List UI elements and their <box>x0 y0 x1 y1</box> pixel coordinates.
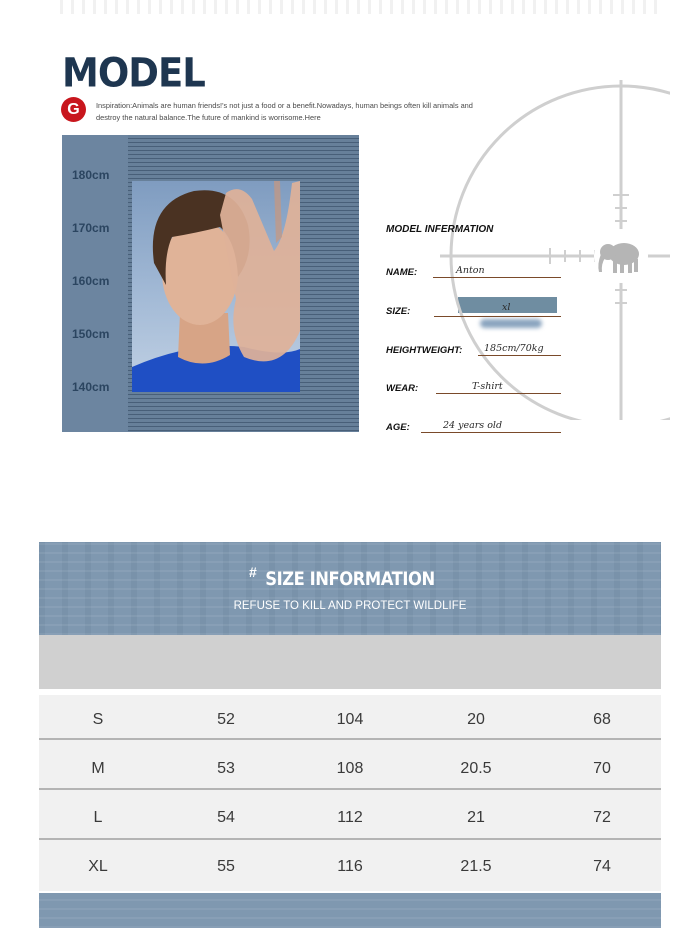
table-cell: 55 <box>217 858 235 875</box>
size-table-header <box>39 635 661 689</box>
info-row-heightweight <box>386 340 566 356</box>
table-cell: 20.5 <box>460 760 492 777</box>
height-label: 150cm <box>72 327 110 341</box>
inspiration-text: Inspiration:Animals are human friends!'s not just a food or a benefit.Nowadays, human beings often kill animals and destroy the natural balance.The future of mankind is worrisome.Here <box>96 101 473 122</box>
info-value: 24 years old <box>443 420 503 431</box>
info-underline <box>478 355 561 356</box>
row-divider <box>39 788 661 790</box>
info-row-wear <box>386 378 566 394</box>
table-cell: 108 <box>336 760 364 777</box>
size-subtitle: REFUSE TO KILL AND PROTECT WILDLIFE <box>233 600 467 612</box>
table-cell: 52 <box>217 711 235 728</box>
table-cell: 53 <box>217 760 235 777</box>
brand-logo: G <box>61 97 86 122</box>
info-row-name <box>386 262 566 278</box>
table-cell: 72 <box>593 809 611 826</box>
info-value: xl <box>502 302 511 313</box>
info-row-age <box>386 417 566 433</box>
size-cell: L <box>93 809 103 826</box>
table-cell: 21.5 <box>460 858 492 875</box>
table-cell: 20 <box>467 711 485 728</box>
table-row <box>39 793 661 842</box>
table-cell: 104 <box>336 711 364 728</box>
info-value: Anton <box>456 265 485 276</box>
size-title: SIZE INFORMATION <box>265 568 435 590</box>
info-underline <box>421 432 561 433</box>
size-cell: XL <box>88 858 108 875</box>
info-underline <box>434 316 561 317</box>
row-divider <box>39 838 661 840</box>
info-label: AGE: <box>386 422 410 433</box>
info-row-size <box>386 301 566 317</box>
height-label: 180cm <box>72 168 110 182</box>
info-label: HEIGHTWEIGHT: <box>386 345 463 356</box>
table-cell: 112 <box>337 809 363 826</box>
page-title: MODEL <box>62 50 205 97</box>
table-row <box>39 744 661 793</box>
table-cell: 116 <box>337 858 363 875</box>
size-cell: S <box>92 711 104 728</box>
table-cell: 54 <box>217 809 235 826</box>
row-divider <box>39 738 661 740</box>
info-label: NAME: <box>386 267 418 278</box>
info-underline <box>436 393 561 394</box>
table-row <box>39 842 661 891</box>
info-underline <box>433 277 561 278</box>
size-footer-banner <box>39 893 661 928</box>
table-cell: 70 <box>593 760 611 777</box>
info-value: T-shirt <box>472 381 503 392</box>
info-label: SIZE: <box>386 306 411 317</box>
height-ruler <box>62 135 128 432</box>
info-value: 185cm/70kg <box>484 343 544 354</box>
height-chart <box>62 135 359 432</box>
table-cell: 74 <box>593 858 611 875</box>
model-photo <box>132 181 300 392</box>
table-row <box>39 695 661 744</box>
table-cell: 68 <box>593 711 611 728</box>
hash-icon: # <box>249 564 257 580</box>
height-label: 170cm <box>72 221 110 235</box>
size-header-banner <box>39 542 661 635</box>
size-cell: M <box>91 760 105 777</box>
height-label: 160cm <box>72 274 110 288</box>
size-information-section <box>39 542 661 928</box>
table-cell: 21 <box>467 809 485 826</box>
model-info-heading: MODEL INFERMATION <box>386 224 494 235</box>
top-decoration <box>60 0 660 14</box>
height-label: 140cm <box>72 380 110 394</box>
crosshair-icon <box>440 80 670 420</box>
info-label: WEAR: <box>386 383 419 394</box>
